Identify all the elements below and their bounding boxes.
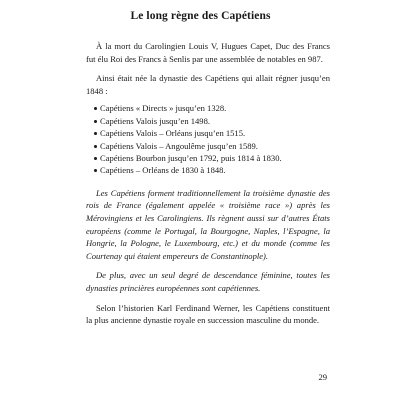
page-title: Le long règne des Capétiens: [130, 10, 271, 22]
dynasty-list: [86, 102, 330, 176]
list-item: Capétiens Valois – Angoulême jusqu’en 1589.: [94, 140, 330, 152]
paragraph-female-descent: De plus, avec un seul degré de descendance féminine, toutes les dynasties princières européennes sont capétiennes.: [86, 270, 330, 293]
paragraph-hugues-capet: À la mort du Carolingien Louis V, Hugues Capet, Duc des Francs fut élu Roi des Francs à Senlis par une assemblée de notables en 987.: [86, 41, 330, 64]
list-item: Capétiens Bourbon jusqu’en 1792, puis 1814 à 1830.: [94, 152, 330, 164]
page-body: [86, 40, 330, 327]
list-item: Capétiens – Orléans de 1830 à 1848.: [94, 164, 330, 176]
page-number: 29: [318, 372, 327, 382]
list-item: Capétiens Valois – Orléans jusqu’en 1515.: [94, 127, 330, 139]
list-item: Capétiens « Directs » jusqu’en 1328.: [94, 102, 330, 114]
paragraph-third-dynasty: Les Capétiens forment traditionnellement la troisième dynastie des rois de France (également appelée « troisième race ») après les Mérovingiens et les Carolingiens. Ils règnent aussi sur d’autres États européens (comme le Portugal, la Bourgogne, Naples, l’Espagne, la Hongrie, la Pologne, le Luxembourg, etc.) et du monde (comme les Courtenay qui étaient empereurs de Constantinople).: [86, 187, 330, 261]
paragraph-dynasty-intro: Ainsi était née la dynastie des Capétiens qui allait régner jusqu’en 1848 :: [86, 73, 330, 96]
list-item: Capétiens Valois jusqu’en 1498.: [94, 115, 330, 127]
paragraph-werner: Selon l’historien Karl Ferdinand Werner, les Capétiens constituent la plus ancienne dynastie royale en succession masculine du monde.: [86, 302, 330, 326]
